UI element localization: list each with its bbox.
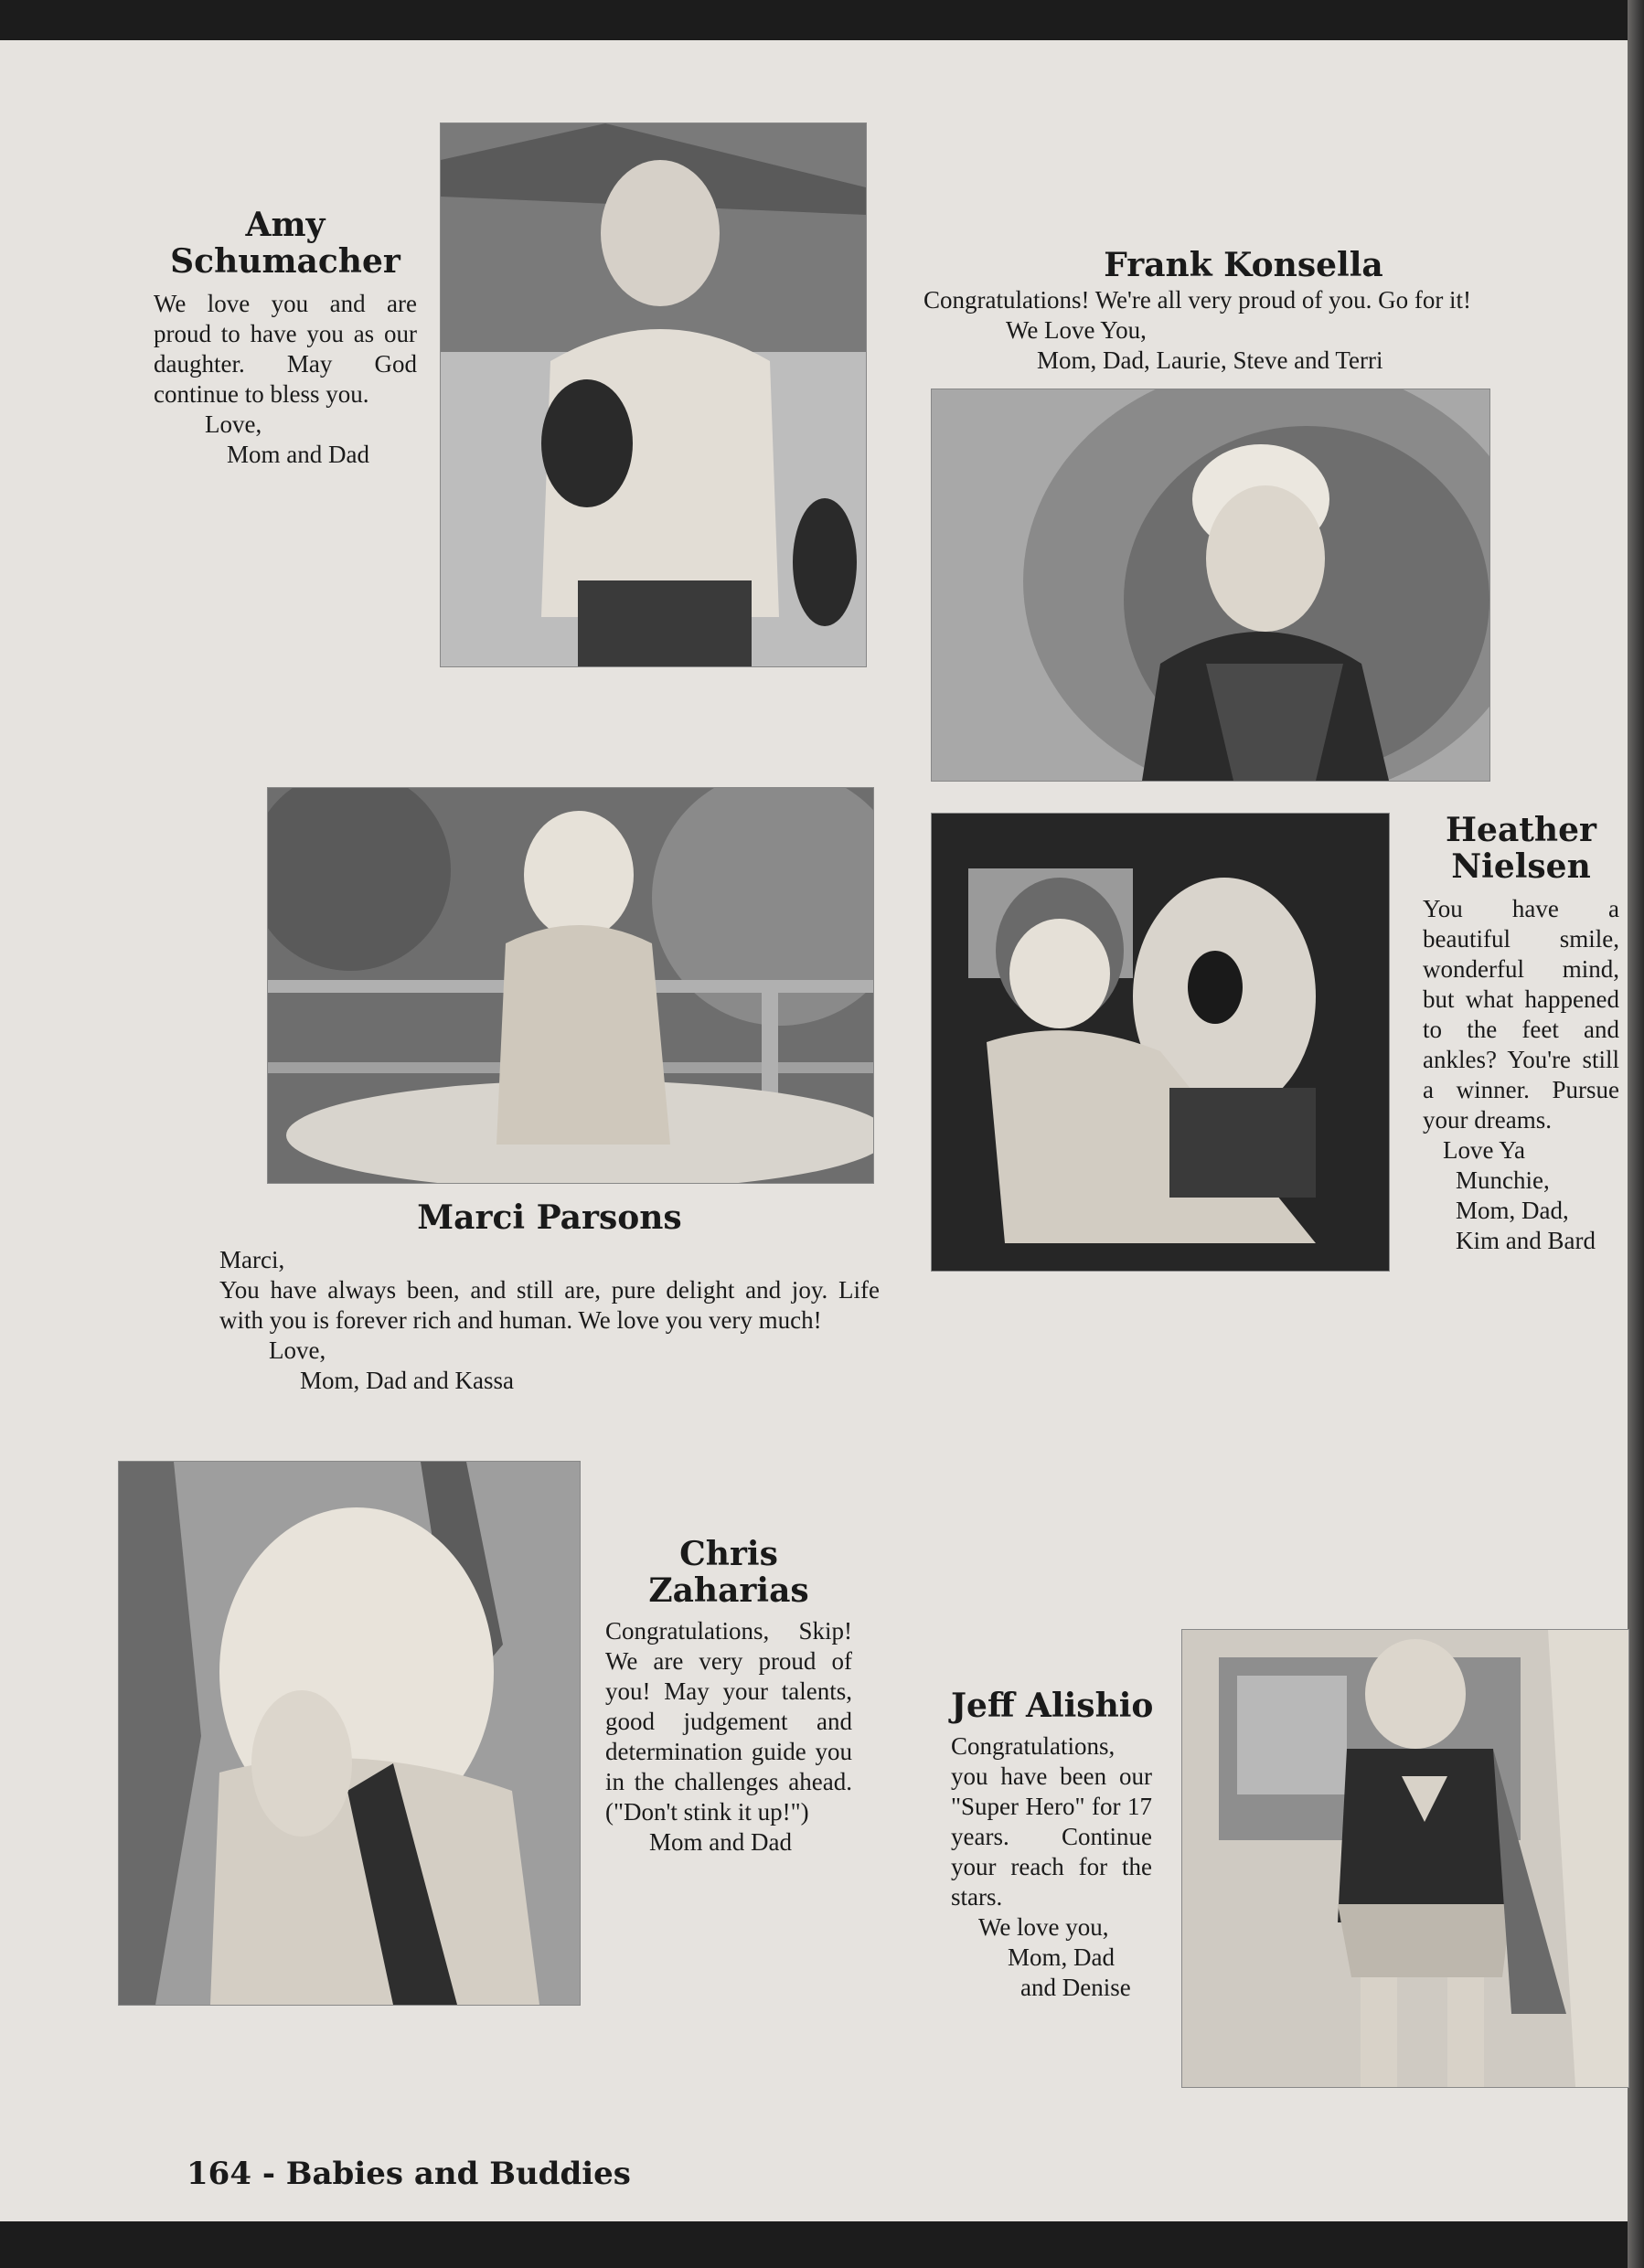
book-spine: [1628, 0, 1644, 2268]
photo-jeff: [1181, 1629, 1629, 2088]
entry-name: Jeff Alishio: [951, 1687, 1154, 1725]
entry-name: Schumacher: [170, 242, 400, 281]
entry-signature: We love you,: [978, 1913, 1109, 1941]
entry-signature: We Love You,: [1006, 316, 1147, 344]
entry-signature: Mom, Dad,: [1456, 1197, 1569, 1224]
entry-salutation: Marci,: [219, 1246, 285, 1273]
entry-name: Zaharias: [648, 1571, 809, 1610]
footer-separator: -: [262, 2156, 286, 2192]
entry-message: Congratulations, Skip! We are very proud of you! May your talents, good judgement and determination guide you in the challenges ahead. ("Don't stink it up!"): [605, 1617, 852, 1826]
entry-signature: Mom and Dad: [649, 1828, 792, 1856]
entry-message: You have a beautiful smile, wonderful mind, but what happened to the feet and ankles? You're still a winner. Pursue your dreams.: [1423, 895, 1619, 1134]
entry-signature: Mom, Dad, Laurie, Steve and Terri: [1037, 346, 1383, 374]
entry-message: Congratulations, you have been our "Super Hero" for 17 years. Continue your reach for the stars.: [951, 1732, 1152, 1911]
entry-signature: Kim and Bard: [1456, 1227, 1596, 1254]
section-title: Babies and Buddies: [285, 2156, 631, 2192]
entry-signature: Love Ya: [1443, 1136, 1526, 1164]
photo-amy: [440, 122, 867, 667]
entry-signature: Love,: [269, 1336, 326, 1364]
entry-name: Nielsen: [1451, 847, 1591, 886]
entry-signature: Love,: [205, 410, 262, 438]
entry-name: Chris: [679, 1535, 778, 1573]
entry-message: You have always been, and still are, pure delight and joy. Life with you is forever rich and human. We love you very much!: [219, 1276, 880, 1334]
entry-signature: Mom, Dad: [1008, 1943, 1115, 1971]
entry-signature: and Denise: [1020, 1974, 1131, 2001]
entry-name: Amy: [245, 206, 326, 244]
photo-chris: [118, 1461, 581, 2006]
entry-signature: Mom, Dad and Kassa: [300, 1367, 514, 1394]
entry-marci-text: [219, 1199, 880, 1396]
entry-frank-text: [923, 247, 1564, 376]
photo-frank: [931, 389, 1490, 782]
page-number: 164: [187, 2156, 251, 2192]
page-footer: [187, 2156, 631, 2192]
entry-jeff-text: [951, 1688, 1152, 2003]
photo-heather: [931, 813, 1390, 1272]
entry-name: Marci Parsons: [417, 1198, 682, 1237]
entry-chris-text: [605, 1536, 852, 1858]
photo-marci: [267, 787, 874, 1184]
entry-signature: Munchie,: [1456, 1166, 1550, 1194]
entry-name: Frank Konsella: [1104, 246, 1383, 284]
entry-amy-text: [154, 207, 417, 470]
entry-signature: Mom and Dad: [227, 441, 369, 468]
entry-message: We love you and are proud to have you as our daughter. May God continue to bless you.: [154, 290, 417, 408]
entry-name: Heather: [1446, 811, 1596, 849]
entry-heather-text: [1423, 812, 1619, 1256]
entry-message: Congratulations! We're all very proud of you. Go for it!: [923, 286, 1472, 314]
